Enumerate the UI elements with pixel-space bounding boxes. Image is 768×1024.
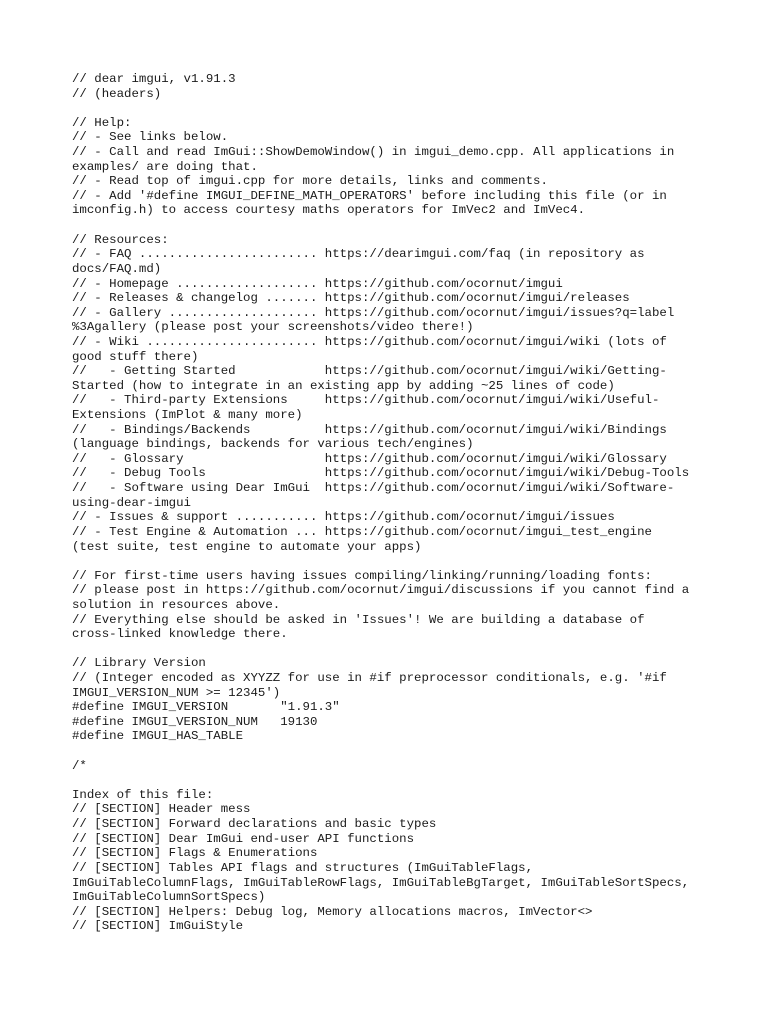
code-line: (test suite, test engine to automate your apps) bbox=[72, 539, 422, 554]
code-line: // [SECTION] ImGuiStyle bbox=[72, 919, 244, 934]
code-line: // Help: bbox=[72, 115, 132, 130]
code-line: // - Releases & changelog ....... https://github.com/ocornut/imgui/releases bbox=[72, 291, 630, 306]
code-line: // [SECTION] Dear ImGui end-user API functions bbox=[72, 831, 415, 846]
code-line: ImGuiTableColumnSortSpecs) bbox=[72, 890, 266, 905]
code-line bbox=[72, 773, 712, 788]
code-line: // [SECTION] Helpers: Debug log, Memory allocations macros, ImVector<> bbox=[72, 904, 593, 919]
code-line: // - Debug Tools https://github.com/ocornut/imgui/wiki/Debug-Tools bbox=[72, 466, 690, 481]
code-line: // - Third-party Extensions https://github.com/ocornut/imgui/wiki/Useful- bbox=[72, 393, 660, 408]
code-line: // please post in https://github.com/ocornut/imgui/discussions if you cannot find a bbox=[72, 583, 690, 598]
code-line: // - Getting Started https://github.com/ocornut/imgui/wiki/Getting- bbox=[72, 364, 667, 379]
code-line: ImGuiTableColumnFlags, ImGuiTableRowFlags, ImGuiTableBgTarget, ImGuiTableSortSpecs, bbox=[72, 875, 690, 890]
code-line bbox=[72, 744, 712, 759]
code-line: // - Bindings/Backends https://github.com/ocornut/imgui/wiki/Bindings bbox=[72, 422, 667, 437]
code-line bbox=[72, 554, 712, 569]
code-line: // - See links below. bbox=[72, 130, 229, 145]
code-line: // - Homepage ................... https://github.com/ocornut/imgui bbox=[72, 276, 563, 291]
code-line: Started (how to integrate in an existing app by adding ~25 lines of code) bbox=[72, 378, 615, 393]
code-line: Index of this file: bbox=[72, 787, 214, 802]
code-line: // - Gallery .................... https://github.com/ocornut/imgui/issues?q=label bbox=[72, 305, 675, 320]
code-line: cross-linked knowledge there. bbox=[72, 627, 288, 642]
code-line: // - FAQ ........................ https://dearimgui.com/faq (in repository as bbox=[72, 247, 645, 262]
code-line: using-dear-imgui bbox=[72, 495, 191, 510]
code-line: examples/ are doing that. bbox=[72, 159, 258, 174]
code-line: // - Read top of imgui.cpp for more details, links and comments. bbox=[72, 174, 548, 189]
code-line: // - Test Engine & Automation ... https://github.com/ocornut/imgui_test_engine bbox=[72, 524, 652, 539]
code-line: // (Integer encoded as XYYZZ for use in #if preprocessor conditionals, e.g. '#if bbox=[72, 670, 667, 685]
code-line: // - Glossary https://github.com/ocornut/imgui/wiki/Glossary bbox=[72, 451, 667, 466]
code-line: // [SECTION] Tables API flags and structures (ImGuiTableFlags, bbox=[72, 860, 534, 875]
code-line: // For first-time users having issues compiling/linking/running/loading fonts: bbox=[72, 568, 652, 583]
code-line: good stuff there) bbox=[72, 349, 199, 364]
code-line: imconfig.h) to access courtesy maths operators for ImVec2 and ImVec4. bbox=[72, 203, 586, 218]
code-line: solution in resources above. bbox=[72, 597, 281, 612]
code-line bbox=[72, 642, 712, 657]
code-line: (language bindings, backends for various tech/engines) bbox=[72, 437, 474, 452]
code-line: // - Wiki ....................... https://github.com/ocornut/imgui/wiki (lots of bbox=[72, 334, 667, 349]
code-line bbox=[72, 218, 712, 233]
code-line: // Everything else should be asked in 'Issues'! We are building a database of bbox=[72, 612, 645, 627]
code-line: Extensions (ImPlot & many more) bbox=[72, 408, 303, 423]
code-line: // Resources: bbox=[72, 232, 169, 247]
code-line: // Library Version bbox=[72, 656, 206, 671]
code-line: // (headers) bbox=[72, 86, 162, 101]
code-listing bbox=[72, 72, 712, 934]
document-page bbox=[72, 72, 712, 952]
code-line: #define IMGUI_HAS_TABLE bbox=[72, 729, 244, 744]
code-line: // - Add '#define IMGUI_DEFINE_MATH_OPERATORS' before including this file (or in bbox=[72, 188, 667, 203]
code-line: /* bbox=[72, 758, 87, 773]
code-line: IMGUI_VERSION_NUM >= 12345') bbox=[72, 685, 281, 700]
code-line: #define IMGUI_VERSION_NUM 19130 bbox=[72, 714, 318, 729]
code-line: // [SECTION] Flags & Enumerations bbox=[72, 846, 318, 861]
code-line: // - Software using Dear ImGui https://github.com/ocornut/imgui/wiki/Software- bbox=[72, 481, 675, 496]
code-line: docs/FAQ.md) bbox=[72, 261, 162, 276]
code-line: // dear imgui, v1.91.3 bbox=[72, 72, 236, 86]
code-line: // - Issues & support ........... https://github.com/ocornut/imgui/issues bbox=[72, 510, 615, 525]
code-line: #define IMGUI_VERSION "1.91.3" bbox=[72, 700, 340, 715]
code-line bbox=[72, 101, 712, 116]
code-line: // - Call and read ImGui::ShowDemoWindow() in imgui_demo.cpp. All applications in bbox=[72, 145, 675, 160]
code-line: // [SECTION] Header mess bbox=[72, 802, 251, 817]
code-line: // [SECTION] Forward declarations and basic types bbox=[72, 817, 437, 832]
code-line: %3Agallery (please post your screenshots/video there!) bbox=[72, 320, 474, 335]
